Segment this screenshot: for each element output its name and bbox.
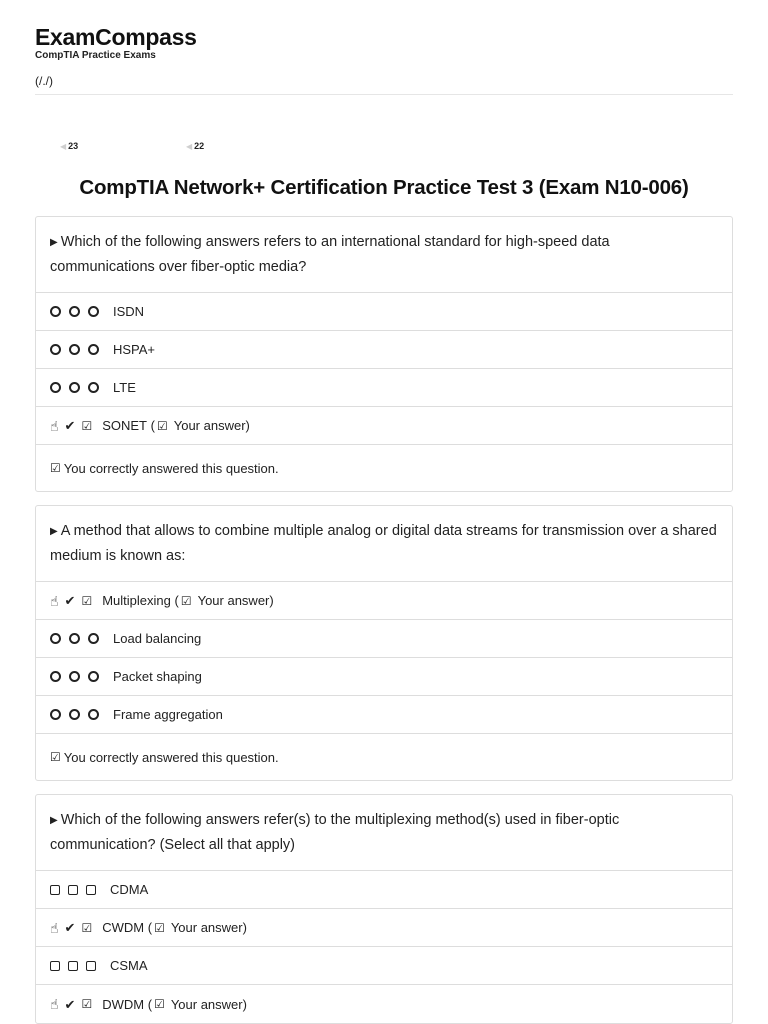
checkbox-icon xyxy=(68,885,78,895)
answer-label: Multiplexing xyxy=(102,593,171,608)
radio-icon xyxy=(69,633,80,644)
question-text xyxy=(36,217,732,293)
caret-right-icon: ▶ xyxy=(50,815,58,826)
radio-icon xyxy=(88,344,99,355)
your-answer-label: Your answer) xyxy=(170,996,247,1012)
radio-icon xyxy=(50,306,61,317)
open-paren: ( xyxy=(147,996,153,1012)
open-paren: ( xyxy=(174,593,179,608)
answer-option[interactable] xyxy=(36,696,732,734)
checked-box-icon: ☑ xyxy=(81,920,93,935)
question-card-2 xyxy=(35,505,733,781)
answer-option[interactable] xyxy=(36,331,732,369)
caret-right-icon: ▶ xyxy=(50,237,58,248)
radio-icon xyxy=(69,671,80,682)
radio-icon xyxy=(88,382,99,393)
question-text-content: Which of the following answers refer(s) to the multiplexing method(s) used in fiber-optic communication? (Select all that apply) xyxy=(50,812,620,853)
result-message xyxy=(36,734,732,780)
question-text-content: A method that allows to combine multiple analog or digital data streams for transmission over a shared medium is known as: xyxy=(50,523,717,564)
checkbox-icon xyxy=(50,961,60,971)
checked-box-icon: ☑ xyxy=(154,920,165,935)
radio-icon xyxy=(69,344,80,355)
answer-option-selected[interactable] xyxy=(36,985,732,1023)
answer-option-selected[interactable] xyxy=(36,407,732,445)
checkbox-icon xyxy=(86,961,96,971)
brand-tagline: CompTIA Practice Exams xyxy=(35,50,156,61)
question-text xyxy=(36,795,732,871)
open-paren: ( xyxy=(147,920,153,935)
header-divider xyxy=(35,94,733,95)
checkbox-icon xyxy=(68,961,78,971)
pointing-hand-icon: ☝ xyxy=(50,919,59,936)
page-title: CompTIA Network+ Certification Practice Test 3 (Exam N10-006) xyxy=(79,176,689,199)
check-icon: ✔ xyxy=(64,920,76,935)
checkbox-icon xyxy=(86,885,96,895)
pointing-hand-icon: ☝ xyxy=(50,592,59,609)
caret-left-icon: ◀ xyxy=(186,142,193,151)
site-header xyxy=(35,24,733,90)
share-counter-left[interactable] xyxy=(60,141,78,151)
radio-icon xyxy=(50,382,61,393)
checked-box-icon: ☑ xyxy=(81,418,93,433)
radio-icon xyxy=(50,344,61,355)
radio-icon xyxy=(69,709,80,720)
result-text: You correctly answered this question. xyxy=(63,460,279,476)
answer-option[interactable] xyxy=(36,947,732,985)
your-answer-label: Your answer) xyxy=(197,593,274,608)
pointing-hand-icon: ☝ xyxy=(50,996,59,1012)
answer-option[interactable] xyxy=(36,369,732,407)
brand-logo[interactable]: ExamCompass xyxy=(35,24,197,50)
checked-box-icon: ☑ xyxy=(154,997,165,1011)
caret-left-icon: ◀ xyxy=(60,142,67,151)
checkbox-icon xyxy=(50,885,60,895)
pointing-hand-icon: ☝ xyxy=(50,417,59,434)
question-card-1 xyxy=(35,216,733,492)
checked-box-icon: ☑ xyxy=(156,418,168,433)
answer-option-selected[interactable] xyxy=(36,582,732,620)
answer-label: CWDM xyxy=(102,920,145,935)
answer-label: HSPA+ xyxy=(113,342,156,357)
answer-option-selected[interactable] xyxy=(36,909,732,947)
check-icon: ✔ xyxy=(64,593,76,608)
checked-box-icon: ☑ xyxy=(81,593,93,608)
question-card-3 xyxy=(35,794,733,1024)
answer-option[interactable] xyxy=(36,658,732,696)
result-text: You correctly answered this question. xyxy=(63,749,279,765)
radio-icon xyxy=(50,633,61,644)
question-text-content: Which of the following answers refers to an international standard for high-speed data communications over fiber-optic media? xyxy=(50,234,610,275)
result-message xyxy=(36,445,732,491)
radio-icon xyxy=(88,709,99,720)
answer-label: SONET xyxy=(102,418,147,433)
answer-label: Frame aggregation xyxy=(113,707,223,722)
answer-option[interactable] xyxy=(36,293,732,331)
answer-label: Packet shaping xyxy=(113,669,202,684)
answer-option[interactable] xyxy=(36,620,732,658)
answer-option[interactable] xyxy=(36,871,732,909)
answer-label: Load balancing xyxy=(113,631,202,646)
your-answer-label: Your answer) xyxy=(173,418,250,433)
answer-label: LTE xyxy=(113,380,136,395)
checked-box-icon: ☑ xyxy=(50,461,61,475)
home-link[interactable]: (/./) xyxy=(35,74,53,88)
checked-box-icon: ☑ xyxy=(81,997,93,1011)
question-text xyxy=(36,506,732,582)
checked-box-icon: ☑ xyxy=(180,593,192,608)
your-answer-label: Your answer) xyxy=(170,920,247,935)
caret-right-icon: ▶ xyxy=(50,526,58,537)
radio-icon xyxy=(69,306,80,317)
answer-label: ISDN xyxy=(113,304,145,319)
answer-label: CSMA xyxy=(110,958,148,973)
radio-icon xyxy=(50,671,61,682)
answer-label: DWDM xyxy=(102,996,145,1012)
radio-icon xyxy=(88,306,99,317)
radio-icon xyxy=(88,633,99,644)
open-paren: ( xyxy=(150,418,155,433)
share-count-right: 22 xyxy=(194,141,205,151)
radio-icon xyxy=(69,382,80,393)
share-counter-right[interactable] xyxy=(186,141,204,151)
checked-box-icon: ☑ xyxy=(50,750,61,764)
check-icon: ✔ xyxy=(64,996,76,1012)
answer-label: CDMA xyxy=(110,882,149,897)
share-count-left: 23 xyxy=(68,141,79,151)
check-icon: ✔ xyxy=(64,418,76,433)
radio-icon xyxy=(88,671,99,682)
radio-icon xyxy=(50,709,61,720)
